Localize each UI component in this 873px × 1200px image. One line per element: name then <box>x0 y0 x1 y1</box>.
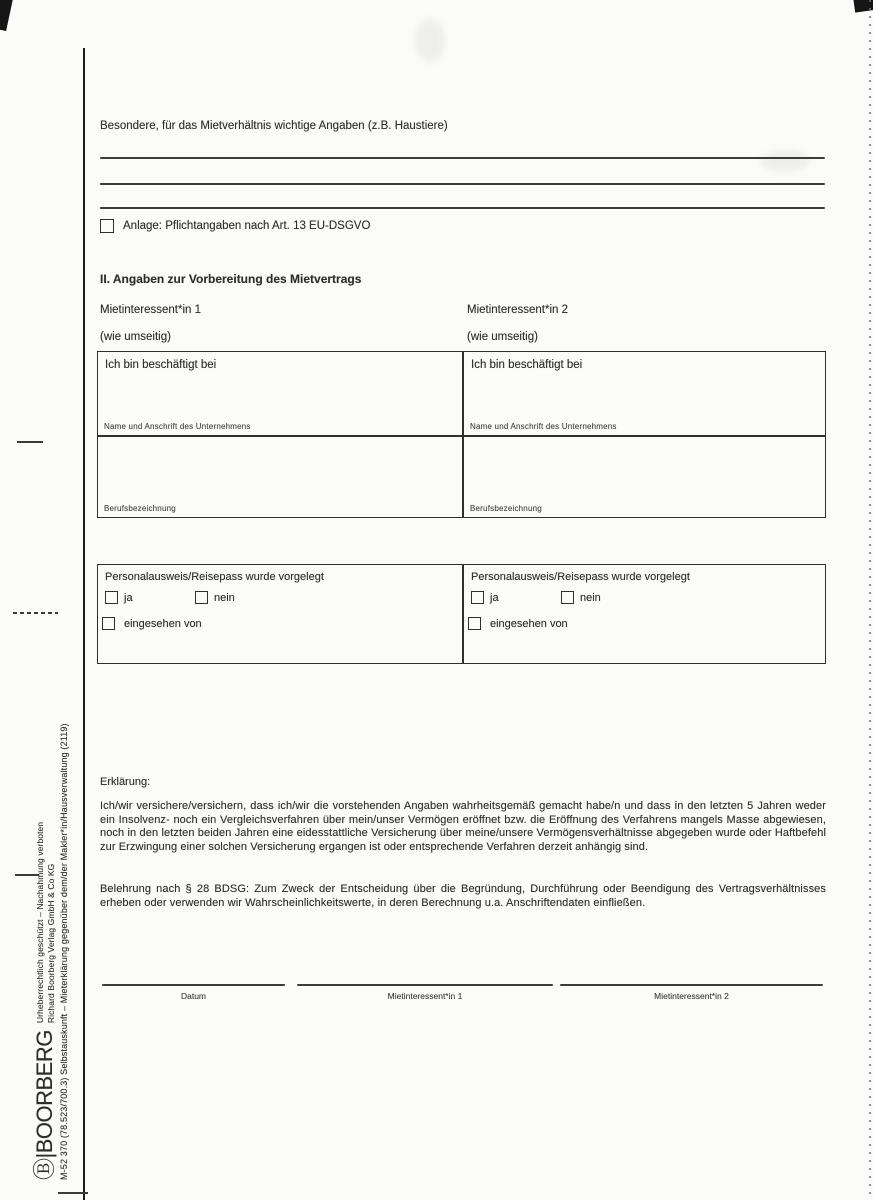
id-inspected-checkbox-applicant1[interactable] <box>102 617 115 630</box>
company-field-label: Name und Anschrift des Unternehmens <box>104 422 251 431</box>
id-check-title: Personalausweis/Reisepass wurde vorgelegt <box>105 571 324 583</box>
copyright-line1: Urheberrechtlich geschützt – Nachahmung verboten <box>35 821 45 1024</box>
attachment-checkbox[interactable] <box>100 219 114 233</box>
fold-mark-top <box>17 441 43 443</box>
fold-mark-middle <box>13 612 58 614</box>
attachment-label: Anlage: Pflichtangaben nach Art. 13 EU-DSGVO <box>123 220 371 232</box>
applicant2-title: Mietinteressent*in 2 <box>467 304 568 316</box>
special-notes-label: Besondere, für das Mietverhältnis wichtige Angaben (z.B. Haustiere) <box>100 120 448 132</box>
declaration-heading: Erklärung: <box>100 776 151 788</box>
signature-line-applicant1[interactable] <box>297 984 553 986</box>
id-no-label: nein <box>580 592 601 604</box>
employed-label: Ich bin beschäftigt bei <box>105 359 217 371</box>
id-check-cell-applicant2 <box>464 565 827 662</box>
notes-line-2[interactable] <box>100 183 825 185</box>
publisher-sidebar <box>33 668 70 1180</box>
job-cell-applicant1[interactable] <box>98 437 462 517</box>
notes-line-3[interactable] <box>100 207 825 209</box>
notes-line-1[interactable] <box>100 157 825 159</box>
copyright-text <box>33 822 56 1023</box>
bottom-edge-tick <box>58 1192 88 1194</box>
scan-smudge <box>415 18 445 63</box>
job-field-label: Berufsbezeichnung <box>470 504 542 513</box>
signature-line-applicant2[interactable] <box>560 984 823 986</box>
job-field-label: Berufsbezeichnung <box>104 504 176 513</box>
id-no-label: nein <box>214 592 235 604</box>
page-edge-line <box>83 48 85 1200</box>
id-yes-label: ja <box>490 592 499 604</box>
form-number: M-52 370 (78.523/700.3) Selbstauskunft – Mieterklärung gegenüber dem/der Makler*in/Hausverwaltung (2119) <box>59 723 69 1180</box>
applicant1-subtitle: (wie umseitig) <box>100 331 171 343</box>
employer-cell-applicant1[interactable] <box>98 352 462 435</box>
section-heading: II. Angaben zur Vorbereitung des Mietvertrags <box>100 272 362 286</box>
applicant2-subtitle: (wie umseitig) <box>467 331 538 343</box>
id-yes-checkbox-applicant1[interactable] <box>105 591 118 604</box>
signature-line-date[interactable] <box>102 984 285 986</box>
id-yes-checkbox-applicant2[interactable] <box>471 591 484 604</box>
id-check-table <box>97 564 826 664</box>
id-inspected-label: eingesehen von <box>490 618 568 630</box>
id-no-checkbox-applicant1[interactable] <box>195 591 208 604</box>
employer-cell-applicant2[interactable] <box>464 352 827 435</box>
id-inspected-checkbox-applicant2[interactable] <box>468 617 481 630</box>
company-field-label: Name und Anschrift des Unternehmens <box>470 422 617 431</box>
applicant1-title: Mietinteressent*in 1 <box>100 304 201 316</box>
scan-artifact-top-left <box>0 0 14 31</box>
id-no-checkbox-applicant2[interactable] <box>561 591 574 604</box>
employment-table <box>97 351 826 518</box>
bdsg-notice: Belehrung nach § 28 BDSG: Zum Zweck der Entscheidung über die Begründung, Durchführung oder Beendigung des Vertragsverhältnisses erheben oder verwenden wir Wahrscheinlichkeitswerte, in deren Berechnung u.a. Anschriftendaten einfließen. <box>100 883 826 909</box>
signature-applicant1-label: Mietinteressent*in 1 <box>387 991 463 1001</box>
job-cell-applicant2[interactable] <box>464 437 827 517</box>
id-inspected-label: eingesehen von <box>124 618 202 630</box>
signature-date-label: Datum <box>180 991 207 1001</box>
declaration-body: Ich/wir versichere/versichern, dass ich/wir die vorstehenden Angaben wahrheitsgemäß gemacht habe/n und dass in den letzten 5 Jahren weder ein Insolvenz- noch ein Vergleichsverfahren über mein/unser Vermögen eröffnet bzw. die Eröffnung des Verfahrens mangels Masse abgewiesen, noch in den letzten beiden Jahren eine eidesstattliche Versicherung über meine/unsere Vermögensverhältnisse abgegeben wurde oder Haftbefehl zur Erzwingung einer solchen Versicherung ergangen ist oder entsprechende Verfahren derzeit anhängig sind. <box>100 800 826 853</box>
boorberg-logo: Ⓑ|BOORBERG <box>32 1030 57 1180</box>
id-check-title: Personalausweis/Reisepass wurde vorgelegt <box>471 571 690 583</box>
scan-smudge <box>760 150 810 172</box>
copyright-line2: Richard Boorberg Verlag GmbH & Co KG <box>45 863 56 1024</box>
id-check-cell-applicant1 <box>98 565 462 662</box>
id-yes-label: ja <box>124 592 133 604</box>
perforation-dotted-edge <box>869 0 871 1200</box>
signature-applicant2-label: Mietinteressent*in 2 <box>654 991 729 1001</box>
employed-label: Ich bin beschäftigt bei <box>471 359 583 371</box>
